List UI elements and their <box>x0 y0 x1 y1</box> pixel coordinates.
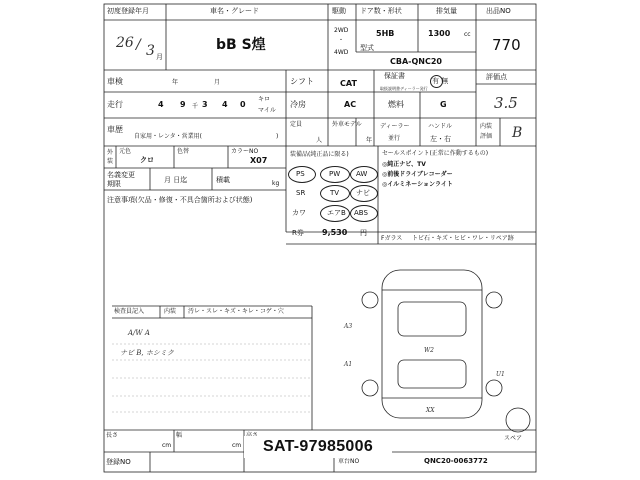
period-label: 期限 <box>107 180 121 188</box>
door-label: ドア数・形状 <box>360 7 402 15</box>
color-value: クロ <box>140 156 154 164</box>
color-label: 元色 <box>119 148 132 155</box>
equip-airbag-circle <box>320 205 350 222</box>
load-unit: kg <box>272 180 280 187</box>
displacement-value: 1300 <box>428 29 451 38</box>
name-change-label: 名義変更 <box>107 171 135 179</box>
shift-label: シフト <box>290 77 314 86</box>
equipment-title: 装備品(純正品に限る) <box>290 151 349 158</box>
equip-pw-circle <box>320 166 350 183</box>
glass-label: Fガラス <box>381 235 403 242</box>
mileage-digit-1: 4 <box>158 100 164 109</box>
mileage-unit-bottom: マイル <box>258 107 276 114</box>
history-label: 車歴 <box>107 125 123 134</box>
ac-value: AC <box>344 100 357 109</box>
equip-aw-circle <box>350 166 378 183</box>
displacement-label: 排気量 <box>436 7 457 15</box>
model-value: CBA-QNC20 <box>390 57 442 66</box>
ac-label: 冷房 <box>290 100 306 109</box>
mileage-label: 走行 <box>107 100 123 109</box>
owners-label: 定員 <box>290 121 303 128</box>
first-reg-slash: / <box>136 37 141 53</box>
period-value: 月 日迄 <box>164 176 188 184</box>
warranty-circle <box>430 75 443 88</box>
mileage-thousand: 千 <box>192 103 199 110</box>
model-label: 型式 <box>360 44 374 52</box>
width-unit: cm <box>232 442 242 449</box>
length-label: 長さ <box>106 432 119 439</box>
dealer-sub: 並行 <box>388 135 401 142</box>
equip-ps: PS <box>296 170 305 178</box>
mileage-unit-top: キロ <box>258 96 271 103</box>
inspector-label: 検査員記入 <box>114 308 145 315</box>
dealer-label: ディーラー <box>380 123 410 130</box>
handle-value: 左・右 <box>430 135 451 143</box>
drive-opt2: 4WD <box>334 49 349 56</box>
warranty-label: 保証書 <box>384 72 405 80</box>
door-value: 5HB <box>376 29 395 38</box>
history-close: ) <box>276 133 279 140</box>
sales-point-1: ◎純正ナビ、TV <box>382 161 426 168</box>
diagram-label-w2: W2 <box>424 347 434 354</box>
warranty-sub: 取扱説明書ディーラー発行 <box>380 86 428 91</box>
fuel-value: G <box>440 100 447 109</box>
stock-id-overlay <box>244 436 392 458</box>
import-label: 外車モデル <box>332 121 362 128</box>
drive-label: 駆動 <box>332 7 346 15</box>
equip-pw: PW <box>329 170 341 178</box>
mileage-digit-5: 0 <box>240 100 246 109</box>
inspector-tag: 内装 <box>164 308 177 315</box>
drive-dot: ・ <box>338 37 345 44</box>
handle-label: ハンドル <box>428 123 453 130</box>
interior-value: B <box>512 125 523 141</box>
recycle-value: 9,530 <box>322 228 348 237</box>
diagram-label-xx: XX <box>426 407 435 414</box>
drive-opt1: 2WD <box>334 27 349 34</box>
stock-id: SAT-97985006 <box>262 438 374 455</box>
equip-navi: ナビ <box>356 189 370 197</box>
warranty-value: 有 無 <box>432 77 449 85</box>
equip-leather: カワ <box>292 209 306 217</box>
first-reg-month: 3 <box>146 43 155 59</box>
equip-ps-circle <box>288 166 316 183</box>
diagram-label-u1: U1 <box>496 371 505 378</box>
equip-abs: ABS <box>354 209 368 217</box>
interior-label: 内装 <box>480 123 493 130</box>
equip-sr: SR <box>296 189 306 197</box>
load-label: 積載 <box>216 176 230 184</box>
diagram-label-a3: A3 <box>344 323 353 330</box>
sales-point-2: ◎前後ドライブレコーダー <box>382 171 453 178</box>
code-value: X07 <box>250 156 268 165</box>
ext-label: 外 <box>107 149 114 156</box>
equip-tv-circle <box>320 185 350 202</box>
width-label: 幅 <box>176 432 183 439</box>
equip-tv: TV <box>330 189 340 197</box>
ext-sub: 装 <box>107 158 114 165</box>
score-label: 評価点 <box>486 73 507 81</box>
recycle-label: R券 <box>292 229 304 237</box>
notes-title: 注意事項(欠品・修復・不具合箇所および状態) <box>107 196 253 204</box>
import-unit: 年 <box>366 137 373 144</box>
displacement-unit: cc <box>464 31 471 38</box>
glass-items: トビ石・キズ・ヒビ・ワレ・リペア跡 <box>412 235 514 242</box>
car-grade-value: bB S煌 <box>216 37 266 53</box>
note-line-1: A/W A <box>128 329 150 337</box>
history-options: 自家用・レンタ・営業用( <box>134 133 202 140</box>
chassis-label: 車台NO <box>338 458 360 465</box>
equip-aw: AW <box>356 170 368 178</box>
equip-navi-circle <box>350 185 378 202</box>
equip-abs-circle <box>350 205 378 222</box>
sales-point-3: ◎イルミネーションライト <box>382 181 453 188</box>
inspection-year: 年 <box>172 79 179 86</box>
shift-value: CAT <box>340 79 357 88</box>
lot-label: 出品NO <box>486 7 511 15</box>
first-reg-label: 初度登録年月 <box>107 7 149 15</box>
note-line-2: ナビ B, ホシミク <box>120 349 174 357</box>
owners-unit: 人 <box>316 137 323 144</box>
first-reg-month-unit: 月 <box>156 53 163 61</box>
recycle-unit: 円 <box>360 229 367 237</box>
interior-sub: 評価 <box>480 133 493 140</box>
car-diagram <box>362 270 530 432</box>
fuel-label: 燃料 <box>388 100 404 109</box>
equip-airbag: エアB <box>327 209 346 217</box>
inspection-label: 車検 <box>107 77 123 86</box>
code-label: カラーNO <box>231 148 259 155</box>
registration-label: 登録NO <box>106 458 131 466</box>
sales-title: セールスポイント(正常に作動するもの) <box>382 150 489 157</box>
paint-label: 色替 <box>177 148 190 155</box>
first-reg-year: 26 <box>116 35 134 51</box>
score-value: 3.5 <box>494 94 518 112</box>
length-unit: cm <box>162 442 172 449</box>
spare-label: スペア <box>504 435 523 442</box>
car-grade-label: 車名・グレード <box>210 7 259 15</box>
mileage-digit-2: 9 <box>180 100 186 109</box>
diagram-label-a1: A1 <box>344 361 353 368</box>
lot-value: 770 <box>492 36 521 54</box>
chassis-value: QNC20-0063772 <box>424 457 488 465</box>
inspection-month: 月 <box>214 79 221 86</box>
mileage-digit-3: 3 <box>202 100 208 109</box>
mileage-digit-4: 4 <box>222 100 228 109</box>
inspector-items: 汚レ・スレ・キズ・キレ・コゲ・穴 <box>188 308 284 315</box>
